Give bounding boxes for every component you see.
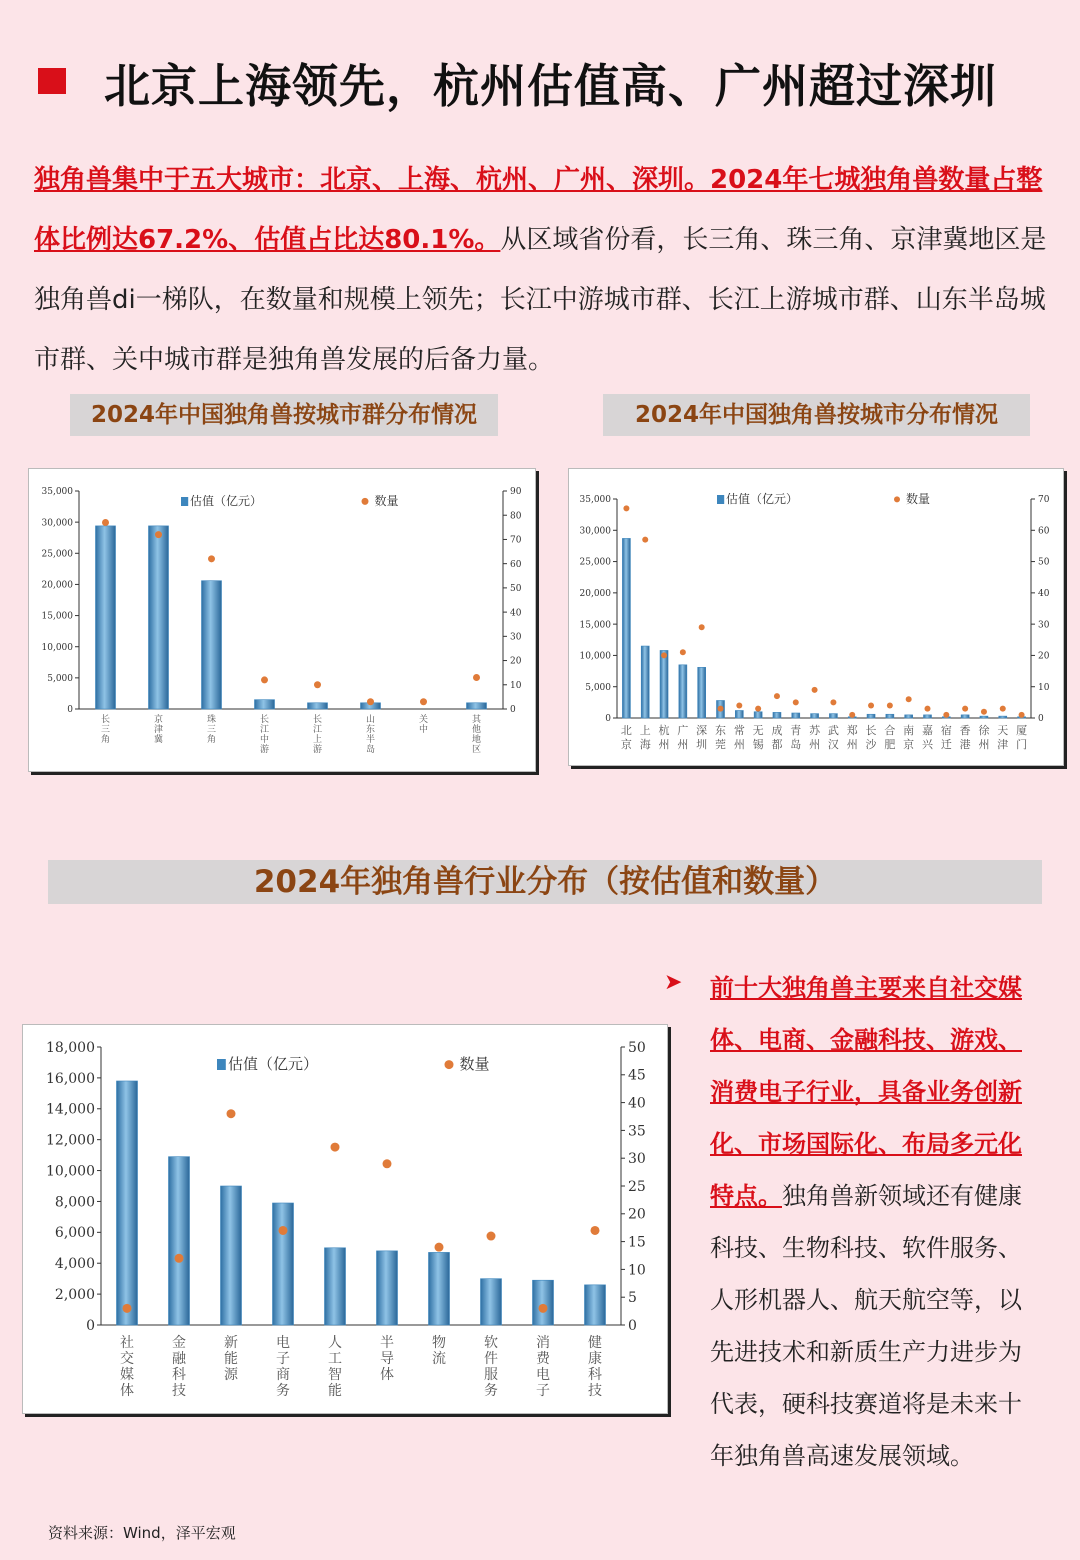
category-label-char: 厦 [1016, 724, 1028, 737]
count-dot [435, 1243, 444, 1252]
bullet-arrow-icon: ➤ [664, 970, 683, 995]
left-tick-label: 14,000 [46, 1101, 95, 1118]
bar [325, 1248, 346, 1325]
category-label-char: 津 [153, 725, 164, 735]
count-dot [1000, 706, 1006, 712]
category-label-char: 电 [276, 1335, 290, 1351]
category-label-char: 能 [224, 1351, 238, 1367]
legend-bar-swatch [181, 497, 188, 506]
category-label-char: 社 [120, 1335, 134, 1351]
count-dot [487, 1232, 496, 1241]
count-dot [925, 706, 931, 712]
category-label-char: 新 [224, 1335, 238, 1351]
intro-paragraph [34, 150, 1054, 390]
bar [867, 714, 875, 718]
count-dot [155, 531, 162, 538]
count-dot [755, 706, 761, 712]
region-chart-title: 2024年中国独角兽按城市群分布情况 [70, 394, 498, 436]
category-label-char: 电 [536, 1367, 550, 1383]
left-tick-label: 8,000 [54, 1194, 95, 1211]
count-dot [331, 1143, 340, 1152]
bar [811, 714, 819, 718]
count-dot [849, 712, 855, 718]
legend-bar-swatch [717, 495, 724, 504]
category-label-char: 费 [536, 1351, 550, 1367]
count-dot [279, 1226, 288, 1235]
bar [792, 713, 800, 718]
category-label-char: 三 [206, 725, 217, 735]
bar [429, 1252, 450, 1325]
category-label-char: 流 [432, 1351, 446, 1367]
right-tick-label: 20 [1038, 651, 1050, 662]
bar [754, 712, 762, 718]
category-label-char: 长 [865, 724, 877, 737]
count-dot [539, 1304, 548, 1313]
count-dot [661, 652, 667, 658]
category-label-char: 常 [733, 724, 745, 737]
left-tick-label: 5,000 [47, 674, 73, 685]
left-tick-label: 25,000 [579, 557, 611, 568]
left-tick-label: 5,000 [585, 682, 611, 693]
bar [117, 1081, 138, 1325]
count-dot [906, 696, 912, 702]
category-label-char: 人 [328, 1335, 342, 1351]
right-tick-label: 10 [628, 1262, 646, 1279]
legend-dot-swatch [362, 498, 369, 505]
bar [735, 710, 743, 718]
count-dot [981, 709, 987, 715]
category-label-char: 京 [153, 715, 164, 725]
category-label-char: 门 [1016, 738, 1028, 751]
category-label-char: 金 [172, 1335, 186, 1351]
right-tick-label: 40 [510, 608, 522, 619]
left-tick-label: 10,000 [579, 651, 611, 662]
count-dot [793, 699, 799, 705]
category-label-char: 健 [588, 1335, 602, 1351]
category-label-char: 体 [120, 1383, 134, 1399]
right-tick-label: 80 [510, 511, 522, 522]
bar [961, 715, 969, 718]
bar [308, 703, 328, 709]
right-tick-label: 0 [1038, 714, 1044, 725]
right-tick-label: 20 [510, 656, 522, 667]
city-chart [568, 468, 1064, 766]
category-label-char: 东 [715, 724, 726, 737]
category-label-char: 半 [365, 735, 376, 745]
category-label-char: 关 [418, 715, 429, 725]
category-label-char: 岛 [365, 745, 376, 755]
right-tick-label: 45 [628, 1067, 646, 1084]
category-label-char: 半 [380, 1335, 394, 1351]
left-tick-label: 35,000 [579, 495, 611, 506]
category-label-char: 州 [978, 738, 990, 751]
category-label-char: 徐 [978, 724, 990, 737]
category-label-char: 莞 [715, 738, 726, 751]
bar [924, 715, 932, 718]
industry-chart-svg [23, 1025, 669, 1415]
category-label-char: 圳 [696, 738, 708, 751]
category-label-char: 州 [733, 738, 745, 751]
bar [622, 538, 630, 718]
count-dot [736, 702, 742, 708]
right-tick-label: 0 [628, 1317, 637, 1334]
bar [829, 714, 837, 718]
category-label-char: 其 [471, 715, 482, 725]
legend-bar-label: 估值（亿元） [190, 494, 263, 508]
category-label-char: 州 [658, 738, 670, 751]
category-label-char: 冀 [153, 735, 164, 745]
right-tick-label: 20 [628, 1206, 646, 1223]
right-tick-label: 35 [628, 1123, 646, 1140]
bar [255, 700, 275, 709]
bar [660, 650, 668, 718]
count-dot [383, 1159, 392, 1168]
right-tick-label: 30 [628, 1151, 646, 1168]
category-label-char: 香 [959, 724, 971, 737]
category-label-char: 州 [677, 738, 689, 751]
count-dot [830, 699, 836, 705]
count-dot [774, 693, 780, 699]
right-tick-label: 50 [510, 584, 522, 595]
right-tick-label: 0 [510, 705, 516, 716]
bar [533, 1280, 554, 1325]
page-title: 北京上海领先，杭州估值高、广州超过深圳 [104, 59, 997, 113]
category-label-char: 武 [827, 724, 839, 737]
legend-dot-label: 数量 [459, 1055, 490, 1073]
left-tick-label: 6,000 [54, 1225, 95, 1242]
count-dot [314, 681, 321, 688]
category-label-char: 锡 [752, 738, 764, 751]
bar [467, 703, 487, 709]
bar [679, 665, 687, 718]
category-label-char: 东 [365, 725, 376, 735]
category-label-char: 消 [536, 1335, 550, 1351]
category-label-char: 技 [172, 1383, 186, 1399]
category-label-char: 体 [380, 1367, 394, 1383]
side-highlight: 前十大独角兽主要来自社交媒体、电商、金融科技、游戏、消费电子行业，具备业务创新化、市场国际化、布局多元化特点。 [710, 974, 1022, 1210]
left-tick-label: 0 [67, 705, 73, 716]
count-dot [261, 676, 268, 683]
category-label-char: 郑 [846, 724, 858, 737]
category-label-char: 成 [771, 724, 783, 737]
count-dot [102, 519, 109, 526]
left-tick-label: 10,000 [46, 1163, 95, 1180]
category-label-char: 子 [276, 1351, 290, 1367]
category-label-char: 苏 [809, 724, 821, 737]
count-dot [227, 1109, 236, 1118]
right-tick-label: 15 [628, 1234, 646, 1251]
side-body: 独角兽新领域还有健康科技、生物科技、软件服务、人形机器人、航天航空等，以先进技术和新质生产力进步为代表，硬科技赛道将是未来十年独角兽高速发展领域。 [710, 1182, 1022, 1470]
category-label-char: 软 [484, 1335, 498, 1351]
category-label-char: 中 [418, 725, 429, 735]
category-label-char: 能 [328, 1383, 342, 1399]
bar [221, 1186, 242, 1325]
category-label-char: 子 [536, 1383, 550, 1399]
category-label-char: 山 [365, 715, 376, 725]
bar [886, 714, 894, 718]
right-tick-label: 30 [1038, 620, 1050, 631]
category-label-char: 长 [259, 715, 270, 725]
category-label-char: 江 [259, 725, 270, 735]
bar [999, 716, 1007, 718]
legend-dot-swatch [445, 1060, 454, 1069]
bar [149, 526, 169, 709]
category-label-char: 京 [620, 738, 632, 751]
category-label-char: 服 [484, 1367, 498, 1383]
right-tick-label: 50 [628, 1039, 646, 1056]
right-tick-label: 60 [1038, 526, 1050, 537]
count-dot [812, 687, 818, 693]
category-label-char: 杭 [658, 724, 670, 737]
right-tick-label: 90 [510, 487, 522, 498]
category-label-char: 深 [696, 724, 708, 737]
category-label-char: 工 [328, 1351, 342, 1367]
left-tick-label: 12,000 [46, 1132, 95, 1149]
bar [202, 581, 222, 709]
count-dot [623, 505, 629, 511]
count-dot [680, 649, 686, 655]
category-label-char: 中 [259, 735, 270, 745]
category-label-char: 技 [588, 1383, 602, 1399]
count-dot [1019, 712, 1025, 718]
legend-dot-label: 数量 [374, 494, 399, 508]
bar [377, 1251, 398, 1325]
count-dot [123, 1304, 132, 1313]
category-label-char: 沙 [865, 738, 877, 751]
category-label-char: 交 [120, 1351, 134, 1367]
category-label-char: 康 [588, 1351, 602, 1367]
source-note: 资料来源：Wind，泽平宏观 [48, 1524, 236, 1542]
count-dot [868, 702, 874, 708]
category-label-char: 游 [312, 745, 323, 755]
category-label-char: 长 [100, 715, 111, 725]
intro-highlight: 独角兽集中于五大城市：北京、上海、杭州、广州、深圳。2024年七城独角兽数量占整体比例达67.2%、估值占比达80.1%。 [34, 165, 1043, 255]
legend-dot-label: 数量 [906, 492, 931, 506]
count-dot [591, 1226, 600, 1235]
count-dot [718, 706, 724, 712]
bar [481, 1279, 502, 1325]
industry-chart [22, 1024, 668, 1414]
right-tick-label: 30 [510, 632, 522, 643]
category-label-char: 汉 [827, 738, 839, 751]
region-chart [28, 468, 536, 772]
left-tick-label: 20,000 [41, 580, 73, 591]
category-label-char: 珠 [206, 715, 217, 725]
category-label-char: 源 [224, 1367, 238, 1383]
count-dot [208, 555, 215, 562]
category-label-char: 三 [100, 725, 111, 735]
legend-bar-swatch [217, 1059, 226, 1070]
count-dot [699, 624, 705, 630]
left-tick-label: 18,000 [46, 1039, 95, 1056]
left-tick-label: 10,000 [41, 642, 73, 653]
left-tick-label: 30,000 [579, 526, 611, 537]
left-tick-label: 25,000 [41, 549, 73, 560]
category-label-char: 区 [471, 745, 482, 755]
count-dot [887, 702, 893, 708]
category-label-char: 融 [172, 1351, 186, 1367]
category-label-char: 广 [677, 724, 689, 737]
right-tick-label: 70 [1038, 495, 1050, 506]
count-dot [642, 537, 648, 543]
bar [169, 1157, 190, 1325]
category-label-char: 智 [328, 1367, 342, 1383]
category-label-char: 商 [276, 1367, 290, 1383]
category-label-char: 京 [903, 738, 915, 751]
category-label-char: 天 [997, 724, 1009, 737]
category-label-char: 上 [312, 735, 323, 745]
right-tick-label: 50 [1038, 557, 1050, 568]
left-tick-label: 2,000 [54, 1287, 95, 1304]
count-dot [943, 712, 949, 718]
category-label-char: 迁 [940, 738, 952, 751]
category-label-char: 务 [484, 1383, 498, 1399]
category-label-char: 角 [206, 735, 217, 745]
category-label-char: 长 [312, 715, 323, 725]
title-marker [38, 68, 66, 94]
region-chart-svg [29, 469, 537, 773]
category-label-char: 合 [884, 724, 896, 737]
left-tick-label: 0 [86, 1317, 95, 1334]
category-label-char: 科 [172, 1367, 186, 1383]
category-label-char: 兴 [922, 738, 933, 751]
category-label-char: 州 [846, 738, 858, 751]
industry-chart-title: 2024年独角兽行业分布（按估值和数量） [48, 860, 1042, 904]
category-label-char: 海 [639, 738, 651, 751]
intro-body: 从区域省份看，长三角、珠三角、京津冀地区是独角兽di一梯队，在数量和规模上领先；长江中游城市群、长江上游城市群、山东半岛城市群、关中城市群是独角兽发展的后备力量。 [34, 225, 1047, 375]
category-label-char: 岛 [790, 738, 802, 751]
category-label-char: 游 [259, 745, 270, 755]
left-tick-label: 4,000 [54, 1256, 95, 1273]
category-label-char: 导 [380, 1351, 394, 1367]
category-label-char: 江 [312, 725, 323, 735]
bar [96, 526, 116, 709]
category-label-char: 物 [432, 1335, 446, 1351]
category-label-char: 角 [100, 735, 111, 745]
left-tick-label: 35,000 [41, 487, 73, 498]
bar [905, 715, 913, 718]
bar [773, 712, 781, 718]
right-tick-label: 5 [628, 1290, 637, 1307]
count-dot [473, 674, 480, 681]
right-tick-label: 40 [628, 1095, 646, 1112]
category-label-char: 无 [752, 724, 764, 737]
count-dot [962, 706, 968, 712]
category-label-char: 肥 [884, 738, 896, 751]
category-label-char: 青 [790, 724, 802, 737]
count-dot [420, 698, 427, 705]
category-label-char: 南 [903, 724, 915, 737]
category-label-char: 科 [588, 1367, 602, 1383]
side-paragraph [710, 962, 1040, 1482]
right-tick-label: 10 [1038, 682, 1050, 693]
category-label-char: 件 [484, 1351, 498, 1367]
left-tick-label: 30,000 [41, 518, 73, 529]
category-label-char: 北 [620, 724, 632, 737]
legend-dot-swatch [894, 496, 900, 502]
left-tick-label: 15,000 [579, 620, 611, 631]
city-chart-title: 2024年中国独角兽按城市分布情况 [603, 394, 1030, 436]
category-label-char: 州 [809, 738, 821, 751]
bar [698, 667, 706, 718]
bar [585, 1285, 606, 1325]
bar [641, 646, 649, 718]
category-label-char: 宿 [940, 724, 952, 737]
city-chart-svg [569, 469, 1065, 767]
bar [980, 716, 988, 718]
category-label-char: 地 [471, 735, 482, 745]
count-dot [175, 1254, 184, 1263]
category-label-char: 津 [997, 738, 1009, 751]
right-tick-label: 10 [510, 680, 522, 691]
category-label-char: 他 [471, 725, 482, 735]
count-dot [367, 698, 374, 705]
left-tick-label: 16,000 [46, 1070, 95, 1087]
right-tick-label: 70 [510, 535, 522, 546]
right-tick-label: 40 [1038, 589, 1050, 600]
left-tick-label: 0 [605, 714, 611, 725]
category-label-char: 港 [959, 738, 971, 751]
legend-bar-label: 估值（亿元） [726, 492, 799, 506]
right-tick-label: 25 [628, 1178, 646, 1195]
category-label-char: 嘉 [922, 724, 933, 737]
category-label-char: 媒 [120, 1367, 134, 1383]
left-tick-label: 15,000 [41, 611, 73, 622]
right-tick-label: 60 [510, 559, 522, 570]
legend-bar-label: 估值（亿元） [228, 1055, 319, 1073]
bar [273, 1203, 294, 1325]
category-label-char: 上 [639, 724, 651, 737]
category-label-char: 都 [771, 738, 783, 751]
category-label-char: 务 [276, 1383, 290, 1399]
left-tick-label: 20,000 [579, 589, 611, 600]
